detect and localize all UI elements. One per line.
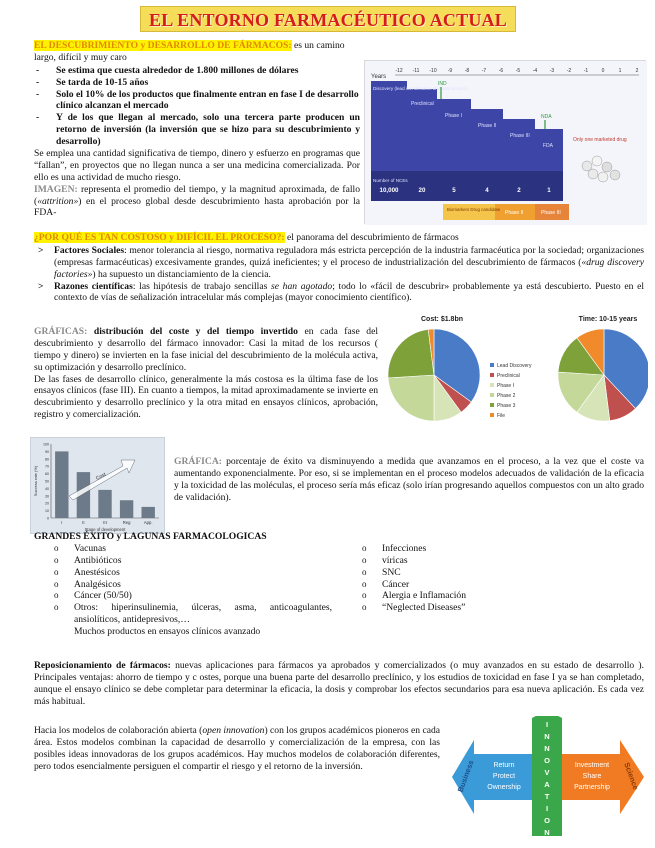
bar-y-tick: 60 <box>45 472 49 477</box>
pipeline-count-band <box>371 171 563 201</box>
pipeline-band-label: Biomarkers Drug candidate <box>447 207 501 212</box>
pipeline-nda-label: NDA <box>541 114 552 120</box>
list-item: o “Neglected Diseases” <box>342 602 632 614</box>
section-success-graph <box>174 456 644 504</box>
list-item: o Alergia e Inflamación <box>342 590 632 602</box>
pipeline-year-tick: -7 <box>481 68 487 74</box>
innovation-letter: N <box>544 732 550 741</box>
pipeline-approved-label: Only one marketed drug <box>573 137 627 143</box>
pipeline-stage-discovery <box>371 81 407 171</box>
innovation-letter: V <box>544 768 550 777</box>
legend-swatch <box>490 363 494 367</box>
bar <box>55 451 68 518</box>
success-paragraph: GRÁFICA: porcentaje de éxito va disminuyendo a medida que avanzamos en el proceso, a la vez que el coste va aumentando exponencialmente. Por eso, si se implementan en el proceso modelos adecuados de validación de la eficacia y la toxicidad de las moléculas, el proceso sería más eficaz (solo irían progresando aquellos compuestos con un alto grado de validación). <box>174 456 644 503</box>
section-open-innovation <box>34 725 440 773</box>
pipeline-year-tick: -9 <box>447 68 453 74</box>
graphs-paragraph: GRÁFICAS: distribución del coste y del tiempo invertido en cada fase del descubrimiento y desarrollo del fármaco innovador: Casi la mitad de los recursos ( tiempo y dinero) se invierten en la fase inicial del descubrimiento de la molécula activa, su optimización y desarrollo preclínico. <box>34 326 378 373</box>
pipeline-ind-label: IND <box>438 81 447 87</box>
bar-y-tick: 50 <box>45 479 49 484</box>
science-item: Partnership <box>574 784 610 791</box>
section-repositioning <box>34 660 644 708</box>
bar <box>142 507 155 518</box>
bar-y-tick: 0 <box>47 516 49 521</box>
pipeline-stage-label: Phase II <box>478 123 497 129</box>
bar-x-tick: App. <box>143 520 153 525</box>
pipeline-year-tick: -8 <box>464 68 470 74</box>
section-successes-gaps <box>34 531 644 638</box>
pipeline-stage-phase3 <box>503 119 535 171</box>
science-label: Science <box>622 761 641 792</box>
list-item: o SNC <box>342 567 632 579</box>
gaps-list <box>342 543 632 614</box>
discovery-paragraph: Se emplea una cantidad significativa de tiempo, dinero y esfuerzo en programas que “fallan”, en proyectos que no llegan nunca a ser una medicina comercializada. Por ello es una actividad de mucho riesgo. <box>34 148 360 183</box>
bar-x-tick: III <box>103 520 107 525</box>
business-item: Ownership <box>487 784 521 791</box>
bar <box>120 500 133 518</box>
bar-y-tick: 80 <box>45 457 49 462</box>
bar-x-label: Stage of development <box>84 527 126 532</box>
list-item: - Y de los que llegan al mercado, solo una tercera parte producen un retorno de inversión (la inversión que se hizo para su descubrimiento y desarrollo) <box>34 112 360 148</box>
list-item: o Cáncer (50/50) <box>34 590 332 602</box>
section-graphs <box>34 326 378 421</box>
list-item: o Anestésicos <box>34 567 332 579</box>
open-innovation-paragraph: Hacia los modelos de colaboración abierta (open innovation) con los grupos académicos pioneros en cada área. Estos modelos combinan la capacidad de desarrollo y comercialización de la empresa, con las posibles ideas innovadoras de los grupos académicos. Hay muchos modelos de colaboración diferentes, pero todos esencialmente persiguen el compartir el riesgo y el retorno de la inversión. <box>34 725 441 772</box>
pie-title: Time: 10-15 years <box>578 316 638 323</box>
section-why-heading: ¿POR QUÉ ES TAN COSTOSO y DIFÍCIL EL PROCESO?: el panorama del descubrimiento de fármacos <box>34 232 459 243</box>
list-item: - Se tarda de 10-15 años <box>34 77 360 89</box>
list-item: o Infecciones <box>342 543 632 555</box>
pipeline-count: 20 <box>418 187 426 194</box>
pipeline-svg <box>365 61 647 225</box>
bar-y-tick: 30 <box>45 494 49 499</box>
innovation-letter: N <box>544 744 550 753</box>
list-item: > Razones científicas: las hipótesis de trabajo sencillas se han agotado; todo lo «fácil de descubrir» probablemente ya está descubierto. Puesto en el contexto de vías de señalización intracelular más complejas (mayor conocimiento científico). <box>34 281 644 305</box>
repositioning-paragraph: Reposicionamiento de fármacos: nuevas aplicaciones para fármacos ya aprobados y comercializados (o muy avanzados en su estado de desarrollo ). Principales ventajas: ahorro de tiempo y c ostes, porque una buena parte del desarrollo preclínico, y los estudios de toxicidad en fase I ya se han completado, aunque el ensayo clínico se debe completar para determinar la eficacia, la dosis y comprobar los efectos secundarios para esa nueva aplicación. Es cada vez más habitual. <box>34 660 645 707</box>
pipeline-stage-label: Phase III <box>510 133 530 139</box>
bar-y-tick: 20 <box>45 501 49 506</box>
legend-swatch <box>490 413 494 417</box>
pipeline-count: 1 <box>547 187 551 194</box>
graphs-paragraph-2: De las fases de desarrollo clínico, generalmente la más costosa es la última fase de los ensayos clínicos (fase III). En cuanto a tiempos, la mitad aproximadamente se invierte en descubrimiento y desarrollo preclínico y la otra mitad en ensayos clínicos, aprobación, registro y comercialización. <box>34 373 378 421</box>
business-label: Business <box>455 758 476 794</box>
list-item: - Solo el 10% de los productos que finalmente entran en fase I de desarrollo clínico alcanzan el mercado <box>34 89 360 113</box>
bar-y-tick: 70 <box>45 464 49 469</box>
pipeline-stage-phase1 <box>437 99 471 171</box>
pipeline-count: 10,000 <box>379 187 399 194</box>
pipeline-year-tick: -1 <box>583 68 589 74</box>
successes-heading: GRANDES ÉXITO y LAGUNAS FARMACOLOGICAS <box>34 531 267 542</box>
successes-column <box>34 543 332 638</box>
pipeline-year-tick: 1 <box>618 68 622 74</box>
pie-slice <box>388 329 434 378</box>
pipeline-stage-label: Phase I <box>445 113 462 119</box>
pipeline-year-tick: -3 <box>549 68 555 74</box>
list-item: o Otros: hiperinsulinemia, úlceras, asma, anticoagulantes, ansiolíticos, antidepresivos,… <box>34 602 332 626</box>
legend-swatch <box>490 393 494 397</box>
business-item: Protect <box>492 773 516 780</box>
pipeline-stage-label: FDA <box>543 143 553 149</box>
cost-arrow-label: Cost <box>95 471 108 482</box>
innovation-letter: O <box>544 816 550 825</box>
pipeline-year-tick: -12 <box>395 68 403 74</box>
pie-title: Cost: $1.8bn <box>420 316 464 323</box>
legend-swatch <box>490 403 494 407</box>
pipeline-year-tick: -5 <box>515 68 521 74</box>
section-why-costly <box>34 232 644 304</box>
pipeline-band-label: Phase III <box>541 210 561 216</box>
list-item: > Factores Sociales: menor tolerancia al riesgo, normativa reguladora más estricta percepción de la industria farmacéutica por la sociedad; organizaciones (empresas farmacéuticas) excesivamente grandes, quizá ineficientes; y el proceso de industrialización del descubrimiento de fármacos («drug discovery factories») ha supuesto un distanciamiento de la ciencia. <box>34 245 644 281</box>
legend-label: Preclinical <box>497 373 520 379</box>
pipeline-number-label: Number of NCEs <box>373 178 408 183</box>
business-item: Return <box>493 762 515 769</box>
pipeline-band-label: Phase II <box>505 210 524 216</box>
page-title-text: EL ENTORNO FARMACÉUTICO ACTUAL <box>149 10 507 30</box>
bar <box>98 490 111 518</box>
gaps-column <box>332 543 632 638</box>
pipeline-stage-label: Discovery (lead identification and optimization) <box>373 86 468 91</box>
pipeline-figure <box>364 60 646 224</box>
pipeline-count: 5 <box>452 187 456 194</box>
science-item: Investment <box>574 762 610 769</box>
section-discovery <box>34 40 360 219</box>
list-item: o Analgésicos <box>34 579 332 591</box>
bar-y-tick: 10 <box>45 509 49 514</box>
pie-charts-svg <box>386 313 648 433</box>
imagen-paragraph: IMAGEN: representa el promedio del tiempo, y la magnitud aproximada, de fallo («attrition») en el proceso global desde descubrimiento hasta aprobación por la FDA- <box>34 183 360 219</box>
innovation-graphic <box>452 716 644 838</box>
pipeline-stage-fda <box>535 129 563 171</box>
pipeline-count: 2 <box>517 187 521 194</box>
pipeline-year-tick: -6 <box>498 68 504 74</box>
list-item: - Se estima que cuesta alrededor de 1.800 millones de dólares <box>34 65 360 77</box>
innovation-letter: I <box>545 804 549 813</box>
legend-swatch <box>490 373 494 377</box>
science-item: Share <box>582 773 602 780</box>
innovation-letter: N <box>544 828 550 837</box>
pipeline-year-tick: -11 <box>412 68 420 74</box>
bar-y-tick: 90 <box>45 449 49 454</box>
bar-y-label: Success rate (%) <box>33 465 38 497</box>
pipeline-stage-phase2 <box>471 109 503 171</box>
innovation-svg <box>452 716 644 838</box>
legend-label: Phase 2 <box>497 393 516 399</box>
innovation-letter: O <box>544 756 550 765</box>
list-item: o Vacunas <box>34 543 332 555</box>
pipeline-year-tick: -2 <box>566 68 572 74</box>
page-title <box>140 6 516 32</box>
pipeline-count: 4 <box>485 187 489 194</box>
innovation-letter: T <box>544 792 550 801</box>
pipeline-year-tick: 2 <box>635 68 639 74</box>
pipeline-year-tick: 0 <box>601 68 605 74</box>
legend-label: Lead Discovery <box>497 363 532 369</box>
success-rate-chart <box>30 437 165 534</box>
pie-charts <box>386 313 648 433</box>
innovation-letter: I <box>545 720 549 729</box>
list-item: o Cáncer <box>342 579 632 591</box>
success-rate-svg <box>31 438 166 535</box>
bar-x-tick: Reg <box>122 520 131 525</box>
list-item: o Antibióticos <box>34 555 332 567</box>
pipeline-year-ticks <box>395 68 638 74</box>
innovation-letter: A <box>544 780 550 789</box>
innovation-bar-top <box>532 716 562 718</box>
section-discovery-heading: EL DESCUBRIMIENTO y DESARROLLO DE FÁRMACOS: es un camino largo, difícil y muy caro <box>34 40 345 63</box>
why-list <box>34 245 644 304</box>
legend-label: Phase 3 <box>497 403 516 409</box>
pipeline-year-tick: -10 <box>429 68 437 74</box>
legend-label: Phase I <box>497 383 514 389</box>
pipeline-years-label: Years <box>371 74 387 80</box>
pipeline-year-tick: -4 <box>532 68 538 74</box>
discovery-bullets <box>34 65 360 148</box>
pipeline-stage-label: Preclinical <box>411 101 434 107</box>
bar-y-tick: 100 <box>43 442 49 447</box>
bar-x-tick: II <box>82 520 85 525</box>
successes-extra: Muchos productos en ensayos clínicos avanzado <box>74 626 261 638</box>
bar-x-tick: I <box>61 520 63 525</box>
pie-slice <box>388 375 434 421</box>
legend-swatch <box>490 383 494 387</box>
list-item: o víricas <box>342 555 632 567</box>
bar-y-tick: 40 <box>45 486 49 491</box>
successes-list <box>34 543 332 626</box>
legend-label: File <box>497 413 506 419</box>
